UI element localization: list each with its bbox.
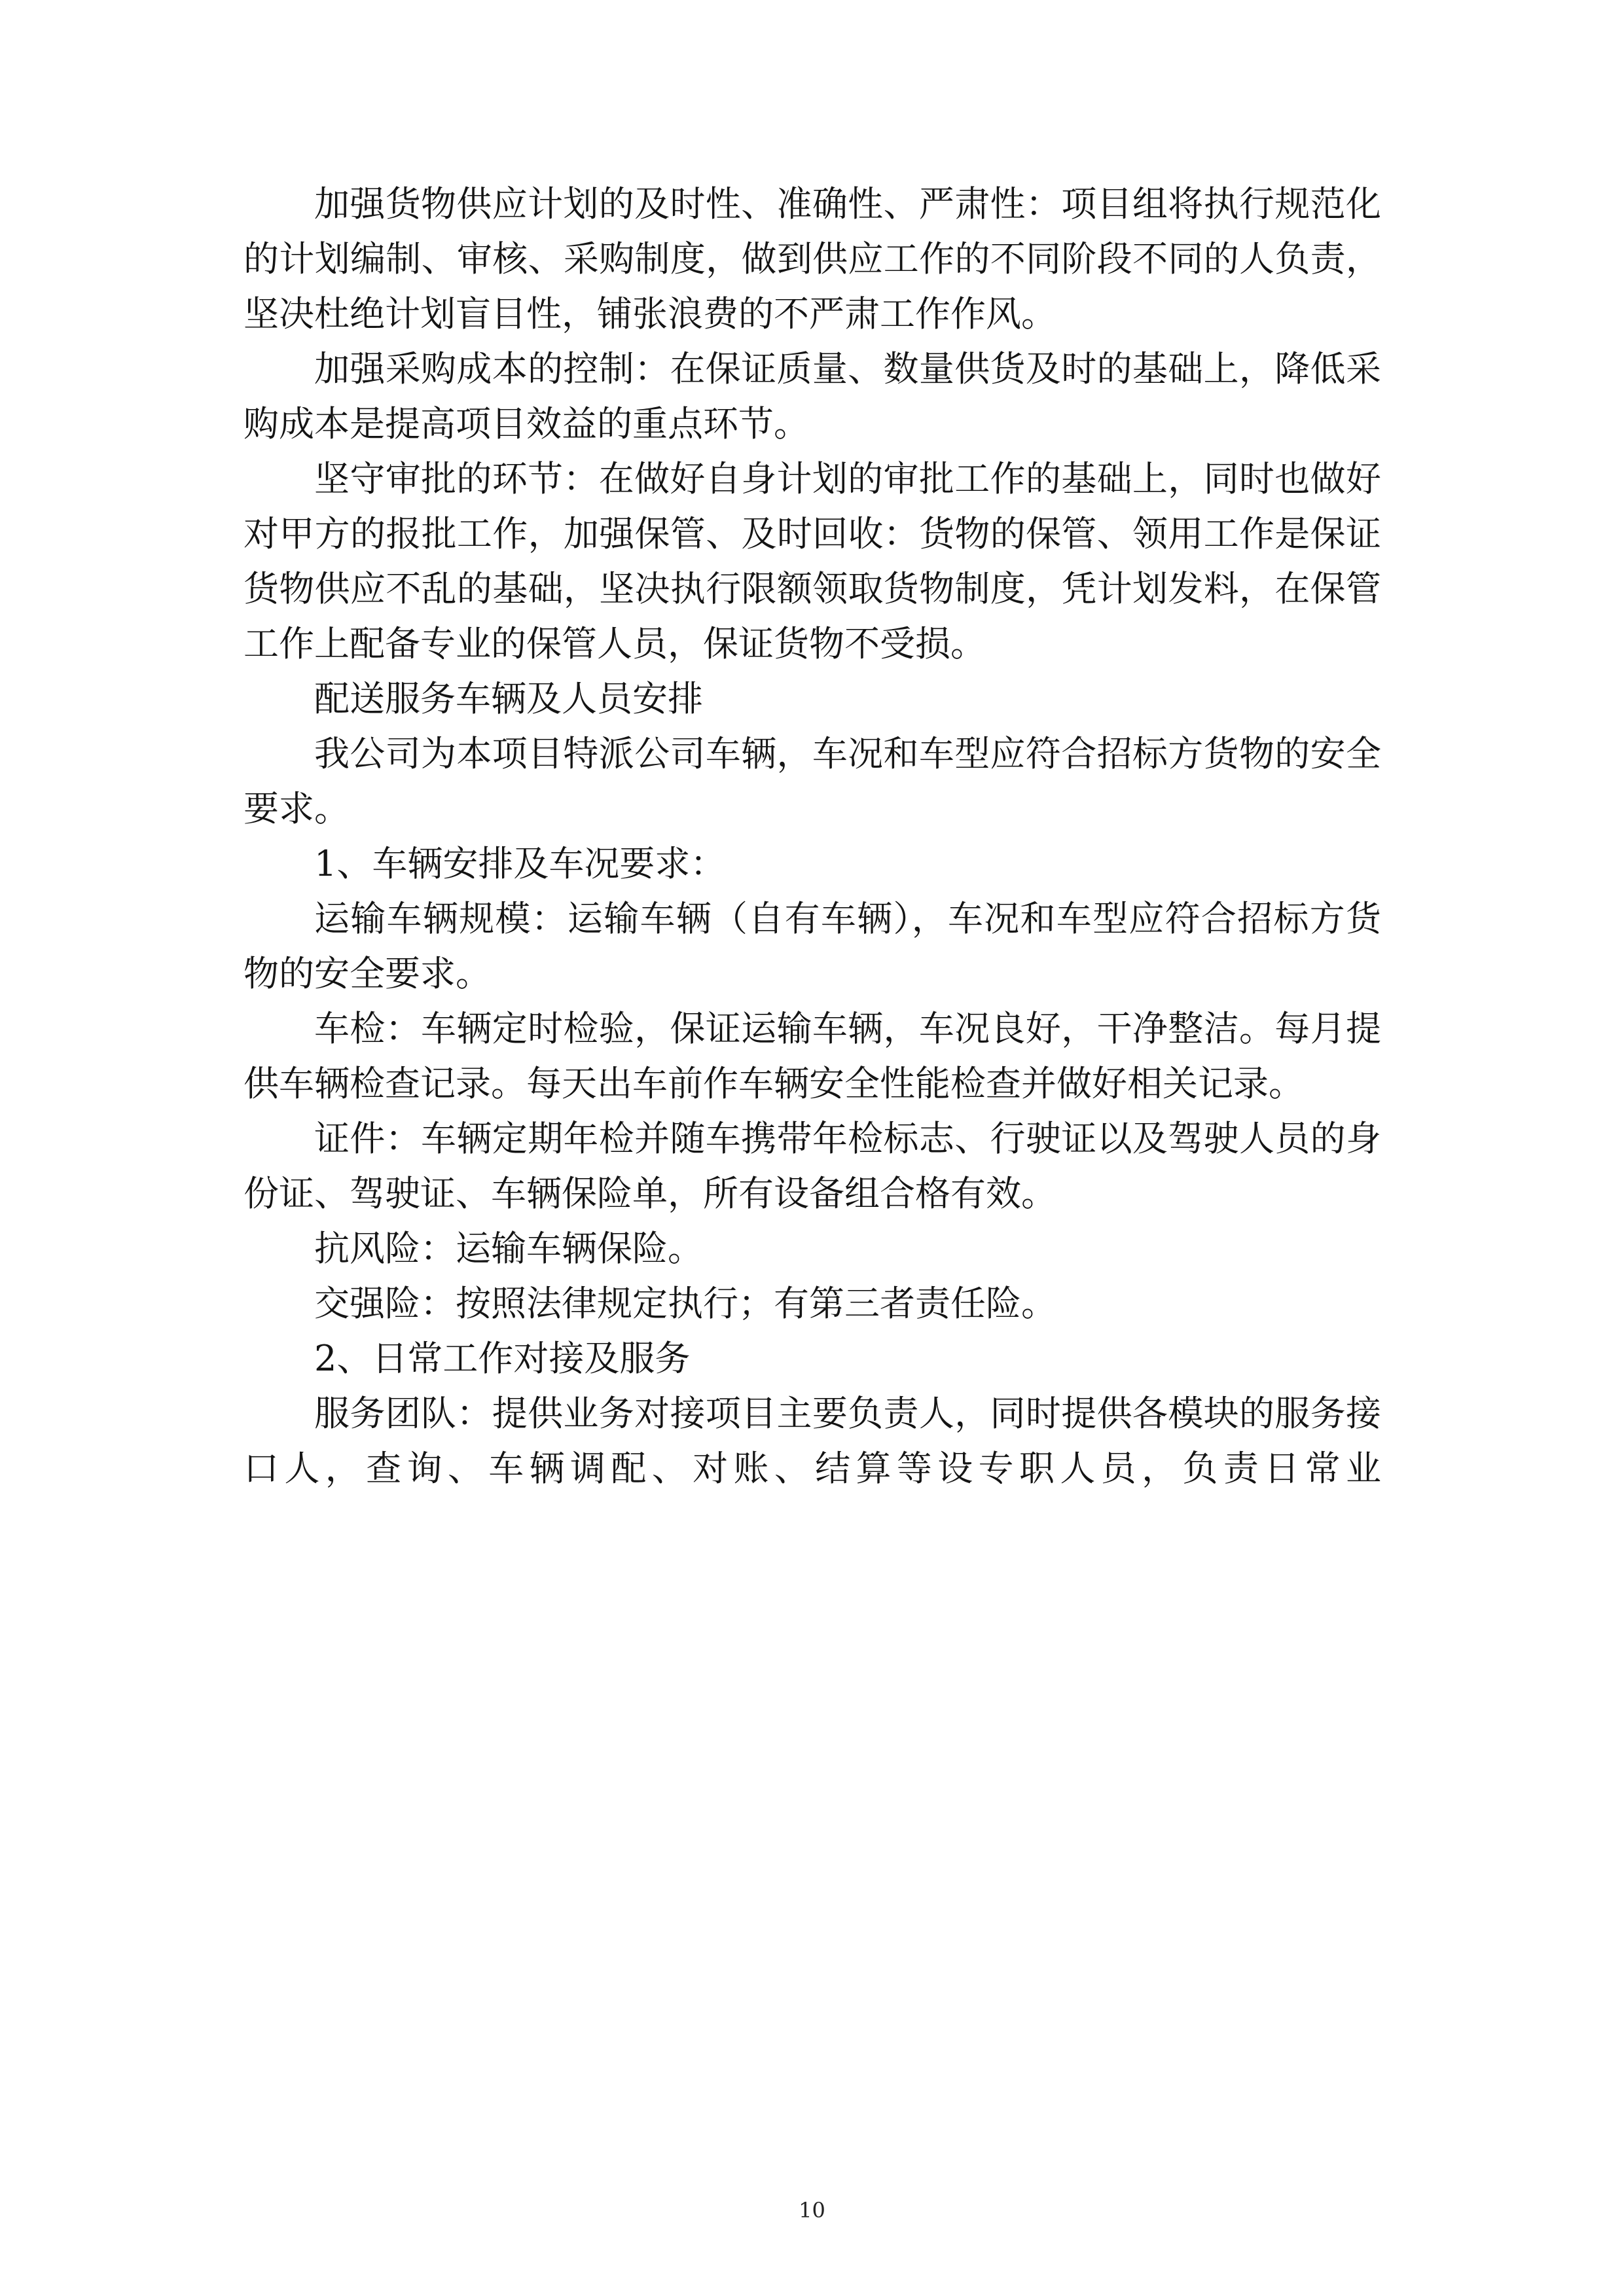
heading-daily-work: 2、日常工作对接及服务 [314,1338,691,1379]
paragraph-vehicle-inspection: 车检：车辆定时检验，保证运输车辆，车况良好，干净整洁。每月提供车辆检查记录。每天出车前作车辆安全性能检查并做好相关记录。 [244,1008,1381,1104]
paragraph-procurement-cost: 加强采购成本的控制：在保证质量、数量供货及时的基础上，降低采购成本是提高项目效益的重点环节。 [244,348,1381,444]
paragraph-supply-plan: 加强货物供应计划的及时性、准确性、严肃性：项目组将执行规范化的计划编制、审核、采购制度，做到供应工作的不同阶段不同的人负责，坚决杜绝计划盲目性，铺张浪费的不严肃工作作风。 [244,183,1381,334]
paragraph-documents: 证件：车辆定期年检并随车携带年检标志、行驶证以及驾驶人员的身份证、驾驶证、车辆保险单，所有设备组合格有效。 [244,1118,1381,1214]
paragraph-service-team: 服务团队：提供业务对接项目主要负责人，同时提供各模块的服务接口人，查询、车辆调配、对账、结算等设专职人员，负责日常业 [244,1393,1381,1489]
heading-vehicle-arrangement: 1、车辆安排及车况要求： [314,843,726,884]
heading-delivery-vehicles-staff: 配送服务车辆及人员安排 [314,678,703,719]
page-number: 10 [799,2198,825,2223]
paragraph-compulsory-insurance: 交强险：按照法律规定执行；有第三者责任险。 [314,1283,1056,1324]
paragraph-fleet-scale: 运输车辆规模：运输车辆（自有车辆），车况和车型应符合招标方货物的安全要求。 [244,898,1381,994]
paragraph-approval: 坚守审批的环节：在做好自身计划的审批工作的基础上，同时也做好对甲方的报批工作，加强保管、及时回收：货物的保管、领用工作是保证货物供应不乱的基础，坚决执行限额领取货物制度，凭计划发料，在保管工作上配备专业的保管人员，保证货物不受损。 [244,458,1381,664]
paragraph-company-vehicles: 我公司为本项目特派公司车辆，车况和车型应符合招标方货物的安全要求。 [244,733,1381,829]
document-page-body [244,177,1381,1496]
paragraph-risk-insurance: 抗风险：运输车辆保险。 [314,1228,703,1269]
